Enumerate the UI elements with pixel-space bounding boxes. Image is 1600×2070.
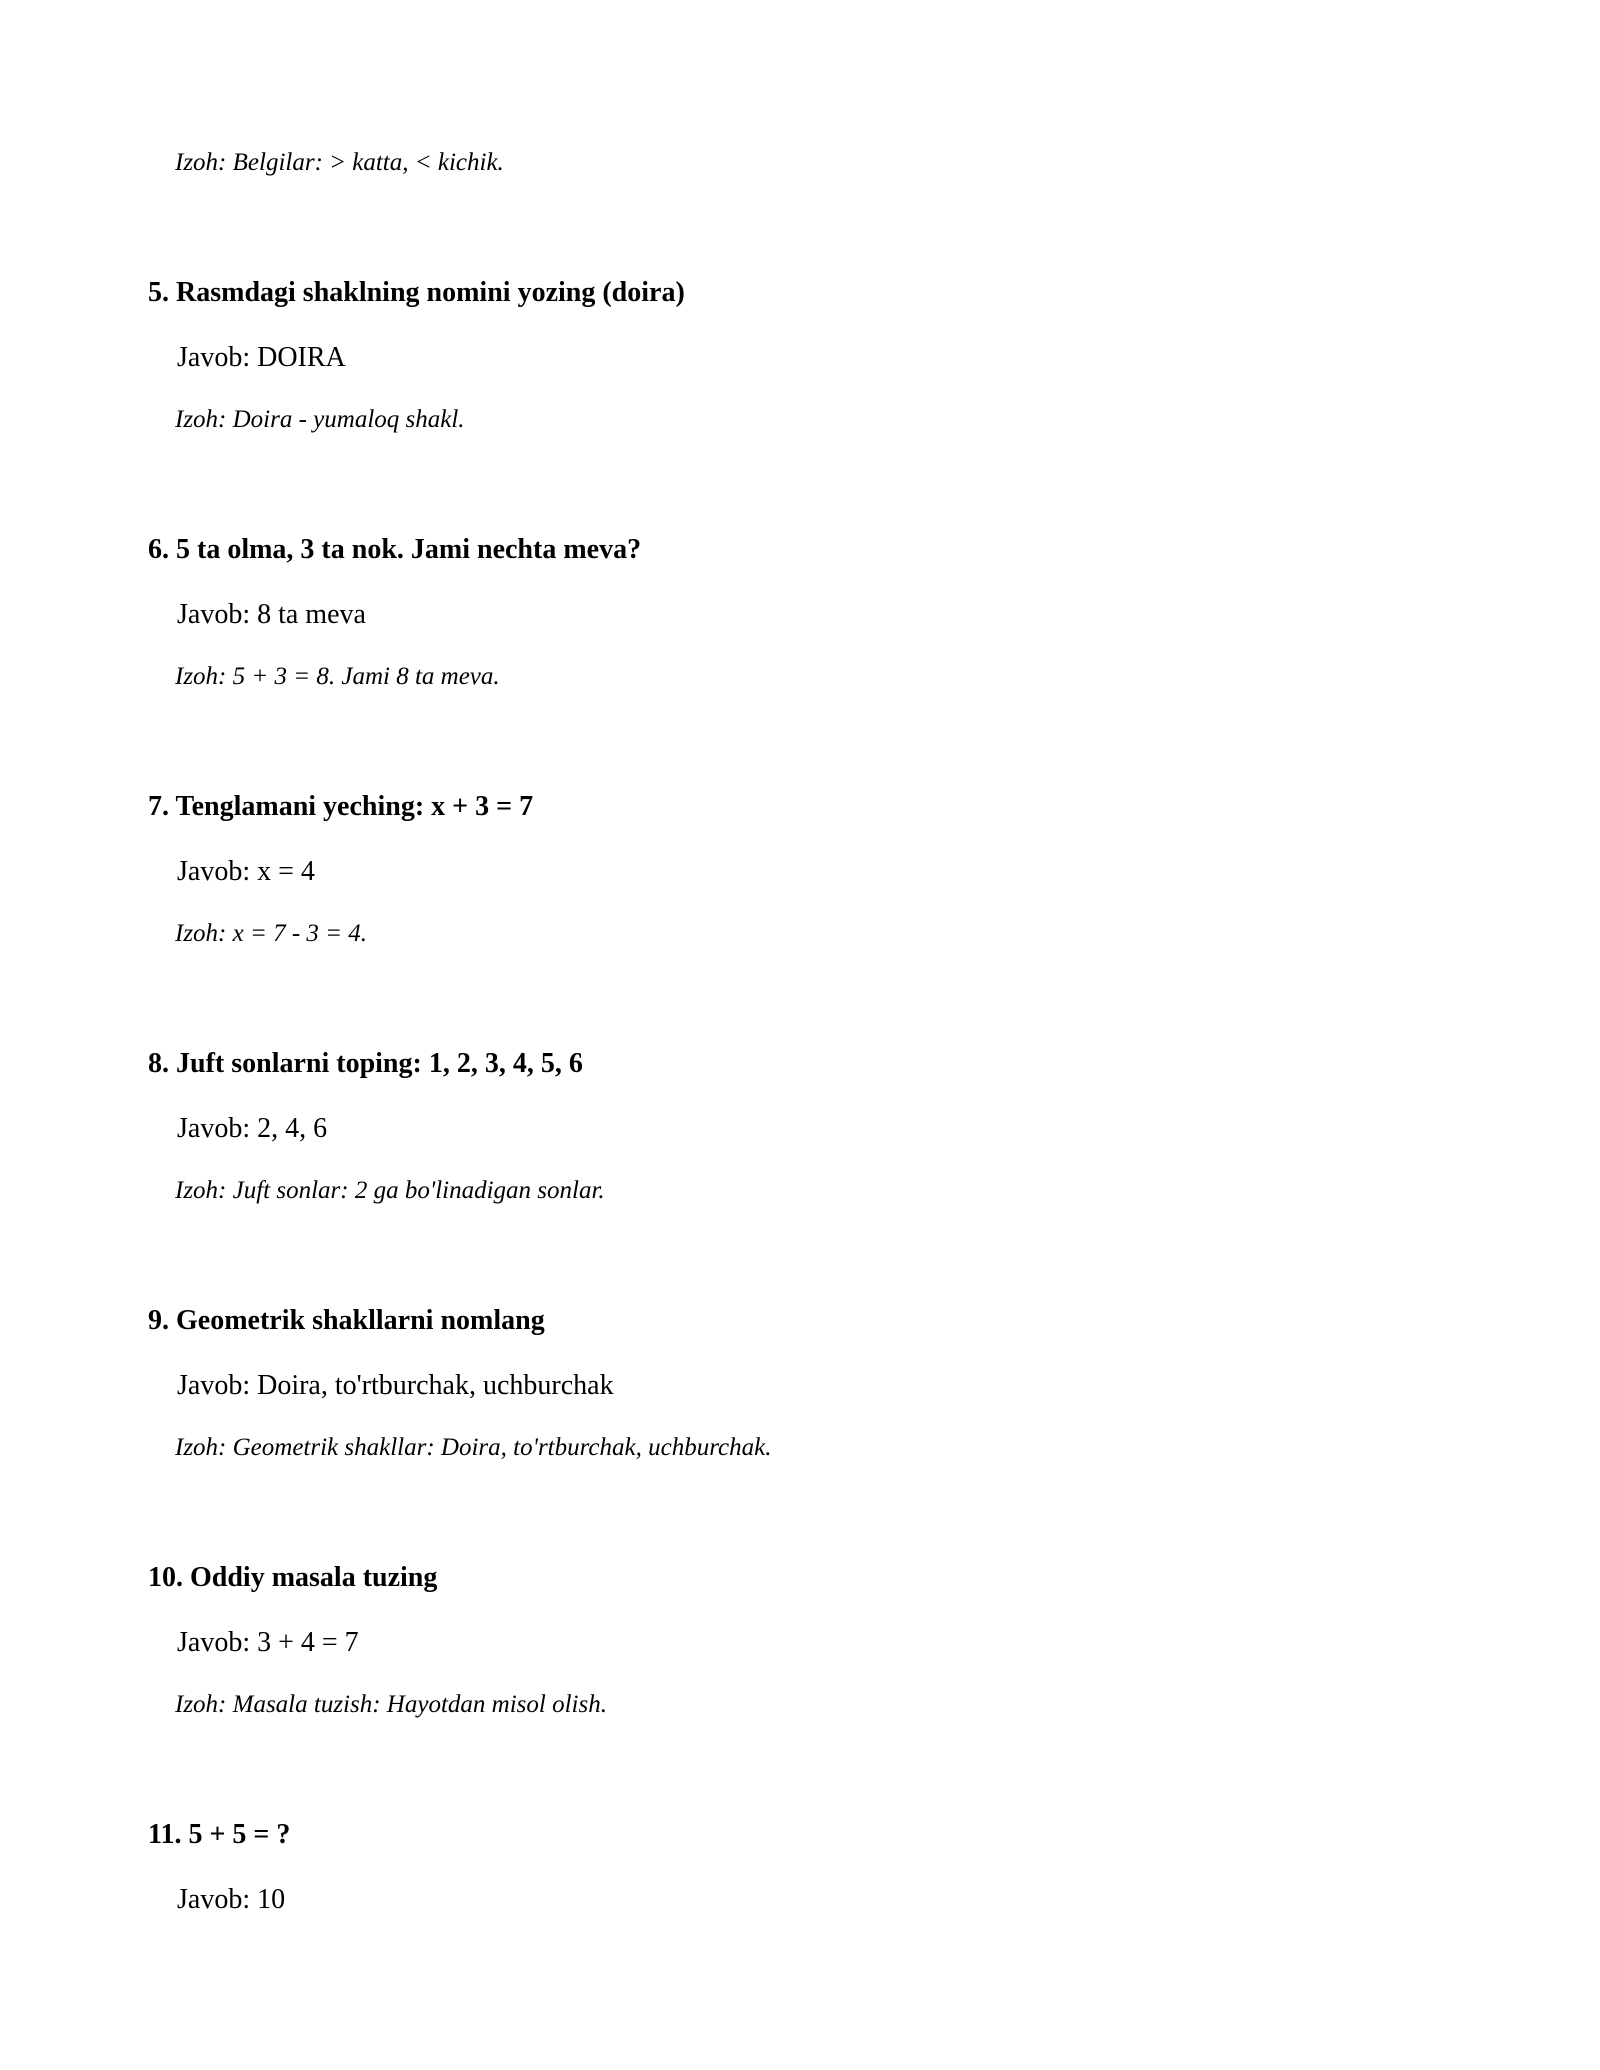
question-11: 11. 5 + 5 = ? xyxy=(148,1819,291,1850)
answer-9: Javob: Doira, to'rtburchak, uchburchak xyxy=(177,1370,614,1401)
answer-11: Javob: 10 xyxy=(177,1884,286,1915)
note-7: Izoh: x = 7 - 3 = 4. xyxy=(175,920,368,947)
question-6: 6. 5 ta olma, 3 ta nok. Jami nechta meva? xyxy=(148,534,642,565)
question-7: 7. Tenglamani yeching: x + 3 = 7 xyxy=(148,791,534,822)
answer-10: Javob: 3 + 4 = 7 xyxy=(177,1627,359,1658)
answer-6: Javob: 8 ta meva xyxy=(177,599,366,630)
note-9: Izoh: Geometrik shakllar: Doira, to'rtburchak, uchburchak. xyxy=(175,1434,772,1461)
note-5: Izoh: Doira - yumaloq shakl. xyxy=(175,406,465,433)
note-8: Izoh: Juft sonlar: 2 ga bo'linadigan sonlar. xyxy=(175,1177,605,1204)
answer-8: Javob: 2, 4, 6 xyxy=(177,1113,328,1144)
question-9: 9. Geometrik shakllarni nomlang xyxy=(148,1305,545,1336)
question-8: 8. Juft sonlarni toping: 1, 2, 3, 4, 5, 6 xyxy=(148,1048,583,1079)
question-5: 5. Rasmdagi shaklning nomini yozing (doira) xyxy=(148,277,685,308)
note-6: Izoh: 5 + 3 = 8. Jami 8 ta meva. xyxy=(175,663,500,690)
top-note: Izoh: Belgilar: > katta, < kichik. xyxy=(175,149,504,176)
answer-5: Javob: DOIRA xyxy=(177,342,346,373)
question-10: 10. Oddiy masala tuzing xyxy=(148,1562,438,1593)
answer-7: Javob: x = 4 xyxy=(177,856,315,887)
note-10: Izoh: Masala tuzish: Hayotdan misol olish. xyxy=(175,1691,607,1718)
